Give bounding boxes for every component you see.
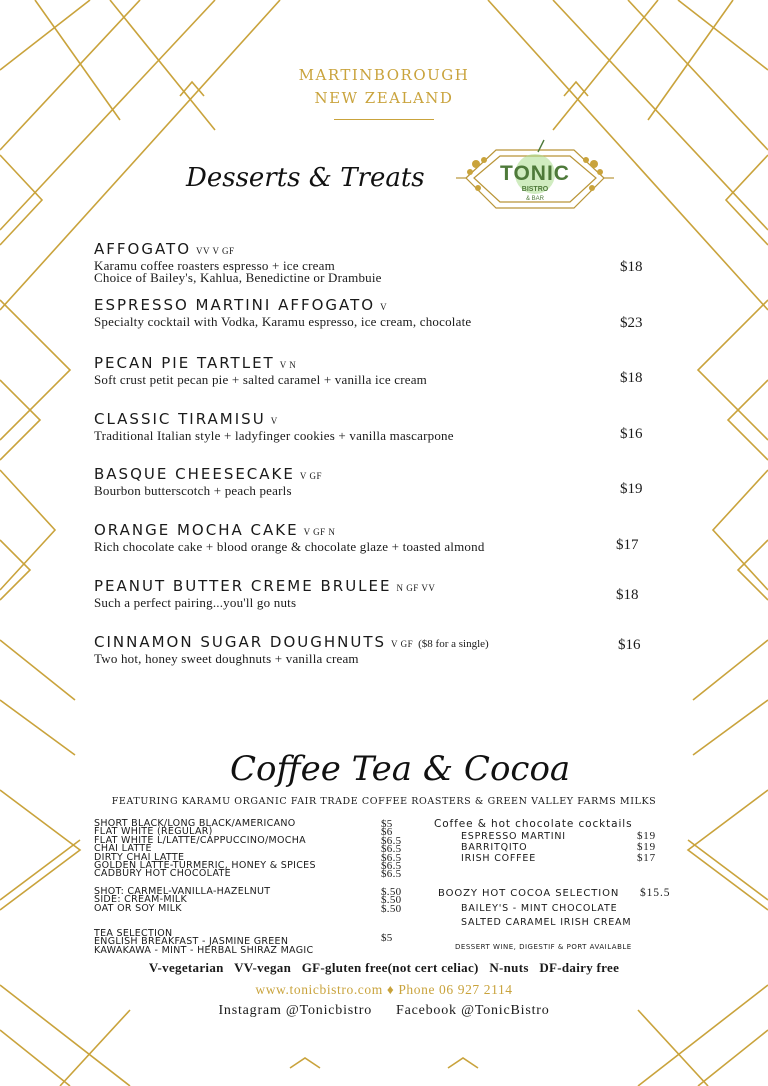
dessert-price: $16: [618, 637, 641, 653]
location-header: [0, 64, 768, 110]
dessert-description: Rich chocolate cake + blood orange & chocolate glaze + toasted almond: [94, 539, 485, 554]
dessert-price: $19: [620, 481, 643, 497]
coffee-menu-list: [94, 820, 414, 955]
extra-item-price: $.50: [381, 902, 402, 915]
dessert-tags: V GF: [391, 639, 414, 649]
dessert-name: CLASSIC TIRAMISU: [94, 410, 266, 428]
tea-line-2: KAWAKAWA - MINT - HERBAL SHIRAZ MAGIC: [94, 944, 314, 956]
dessert-tags: V GF: [299, 471, 322, 481]
dessert-wine-note: DESSERT WINE, DIGESTIF & PORT AVAILABLE: [455, 943, 632, 951]
tonic-bistro-logo: [456, 138, 614, 218]
coffee-item-name: CHAI LATTE: [94, 843, 152, 855]
location-line-2: NEW ZEALAND: [314, 89, 454, 107]
dessert-price: $23: [620, 315, 643, 331]
facebook-handle[interactable]: Facebook @TonicBistro: [396, 1003, 550, 1018]
coffee-item: [94, 868, 414, 881]
logo-name: TONIC: [500, 162, 570, 185]
coffee-item-name: SHORT BLACK/LONG BLACK/AMERICANO: [94, 818, 296, 829]
featuring-line: FEATURING KARAMU ORGANIC FAIR TRADE COFFEE ROASTERS & GREEN VALLEY FARMS MILKS: [111, 796, 657, 807]
coffee-item-name: FLAT WHITE L/LATTE/CAPPUCCINO/MOCHA: [94, 834, 306, 846]
extra-item-price: $.50: [381, 885, 402, 898]
contact-line: [0, 982, 768, 998]
dessert-item: [94, 411, 654, 442]
cocktail-name: ESPRESSO MARTINI: [461, 831, 566, 842]
dessert-item: [94, 578, 654, 609]
instagram-handle[interactable]: Instagram @Tonicbistro: [218, 1003, 372, 1018]
coffee-item-price: $6.5: [381, 834, 402, 847]
tea-line-1: ENGLISH BREAKFAST - JASMINE GREEN: [94, 936, 289, 948]
coffee-item-price: $6.5: [381, 860, 402, 873]
boozy-title: BOOZY HOT COCOA SELECTION: [438, 888, 620, 899]
extra-item-price: $.50: [381, 894, 402, 907]
social-line: [0, 1003, 768, 1019]
cocktail-price: $19: [637, 830, 656, 842]
dessert-tags: V GF N: [303, 527, 336, 537]
boozy-title-row: [438, 887, 698, 900]
cocktail-item: [434, 853, 694, 864]
dessert-price: $18: [616, 587, 639, 603]
dessert-name: PECAN PIE TARTLET: [94, 354, 275, 372]
dessert-description: Soft crust petit pecan pie + salted caramel + vanilla ice cream: [94, 372, 427, 387]
dessert-single-price-note: ($8 for a single): [418, 638, 489, 650]
dessert-description: Karamu coffee roasters espresso + ice cream: [94, 258, 335, 273]
dessert-name: BASQUE CHEESECAKE: [94, 465, 295, 483]
dessert-item: [94, 296, 654, 331]
boozy-item: SALTED CARAMEL IRISH CREAM: [461, 917, 632, 928]
location-divider: [334, 119, 434, 120]
cocktail-price: $19: [637, 841, 656, 853]
tea-title-text: TEA SELECTION: [94, 928, 173, 940]
location-line-1: MARTINBOROUGH: [298, 66, 470, 84]
boozy-price: $15.5: [640, 887, 671, 899]
extra-item-name: SHOT: CARMEL-VANILLA-HAZELNUT: [94, 885, 271, 897]
dessert-tags: V N: [279, 360, 297, 370]
dessert-name: ESPRESSO MARTINI AFFOGATO: [94, 296, 376, 314]
dessert-price: $18: [620, 259, 643, 275]
logo-sub-bistro: BISTRO: [521, 186, 549, 193]
dessert-price: $16: [620, 426, 643, 442]
dessert-item: [94, 522, 654, 553]
boozy-item: BAILEY'S - MINT CHOCOLATE: [461, 903, 618, 914]
cocktail-name: IRISH COFFEE: [461, 853, 537, 864]
boozy-cocoa-section: [438, 887, 698, 930]
dessert-item: [94, 466, 654, 497]
cocktails-section: [434, 818, 694, 864]
extra-item: [94, 902, 414, 915]
dessert-item: [94, 634, 654, 665]
dessert-description: Such a perfect pairing...you'll go nuts: [94, 595, 297, 610]
diamond-separator-icon: ♦: [386, 982, 395, 997]
dessert-description: Traditional Italian style + ladyfinger cookies + vanilla mascarpone: [94, 428, 454, 443]
coffee-item-price: $6.5: [381, 843, 402, 856]
dessert-description: Specialty cocktail with Vodka, Karamu espresso, ice cream, chocolate: [94, 314, 472, 329]
dessert-description-2: Choice of Bailey's, Kahlua, Benedictine or Drambuie: [94, 270, 382, 285]
phone-number: Phone 06 927 2114: [398, 982, 513, 997]
coffee-item-price: $6.5: [381, 851, 402, 864]
dessert-tags: N GF VV: [396, 583, 436, 593]
logo-sub-bar: & BAR: [525, 196, 545, 202]
dessert-tags: VV V GF: [196, 246, 235, 256]
dietary-legend: V-vegetarian VV-vegan GF-gluten free(not cert celiac) N-nuts DF-dairy free: [148, 960, 620, 975]
coffee-item-name: GOLDEN LATTE-TURMERIC, HONEY & SPICES: [94, 860, 316, 872]
coffee-section-title: Coffee Tea & Cocoa: [230, 749, 571, 789]
coffee-item-price: $6.5: [381, 868, 402, 881]
coffee-item-name: FLAT WHITE (REGULAR): [94, 826, 213, 838]
cocktails-title: Coffee & hot chocolate cocktails: [434, 818, 633, 830]
coffee-item-name: DIRTY CHAI LATTE: [94, 851, 185, 863]
tea-price: $5: [381, 932, 393, 945]
extra-item-name: OAT OR SOY MILK: [94, 902, 182, 914]
coffee-item-name: CADBURY HOT CHOCOLATE: [94, 868, 231, 880]
website-link[interactable]: www.tonicbistro.com: [255, 982, 383, 997]
dessert-name: CINNAMON SUGAR DOUGHNUTS: [94, 633, 387, 651]
desserts-section-title: Desserts & Treats: [186, 163, 425, 193]
dessert-price: $17: [616, 537, 639, 553]
extra-item-name: SIDE: CREAM-MILK: [94, 894, 188, 906]
dessert-description: Two hot, honey sweet doughnuts + vanilla cream: [94, 651, 359, 666]
dessert-tags: V: [380, 302, 388, 312]
dessert-item: [94, 355, 654, 386]
dessert-name: PEANUT BUTTER CREME BRULEE: [94, 577, 392, 595]
cocktail-name: BARRITQITO: [461, 842, 528, 853]
dessert-tags: V: [270, 416, 278, 426]
dessert-description: Bourbon butterscotch + peach pearls: [94, 483, 292, 498]
dessert-price: $18: [620, 370, 643, 386]
dessert-name: ORANGE MOCHA CAKE: [94, 521, 299, 539]
dessert-item: [94, 241, 654, 284]
coffee-item-price: $5: [381, 818, 393, 830]
coffee-item-price: $6: [381, 826, 393, 839]
cocktail-price: $17: [637, 852, 656, 864]
dessert-name: AFFOGATO: [94, 240, 192, 258]
